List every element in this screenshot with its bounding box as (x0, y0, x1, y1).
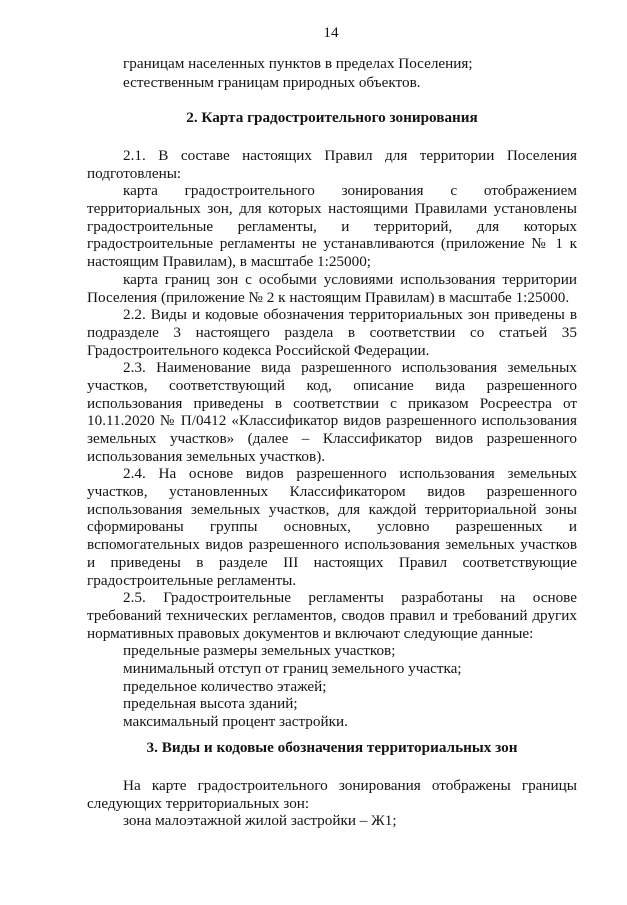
paragraph-zones-intro (87, 777, 577, 812)
section-2-body (87, 147, 577, 731)
paragraph-2-2 (87, 306, 577, 359)
text-line: настоящим Правилам), в масштабе 1:25000; (87, 253, 372, 271)
text-line: участков, установленных Классификатором видов разрешенного (87, 483, 577, 501)
text-line: карта градостроительного зонирования с отображением (123, 182, 577, 200)
text-line: территориальных зон, для которых настоящими Правилами установлены (87, 200, 577, 218)
text-line: использования приведены в соответствии с приказом Росреестра от (87, 394, 577, 412)
text-line: использования земельных участков, для каждой территориальной зоны (87, 500, 577, 518)
text-line: карта границ зон с особыми условиями использования территории (123, 270, 577, 288)
text-line: следующих территориальных зон: (87, 794, 310, 812)
list-item: минимальный отступ от границ земельного участка; (123, 659, 462, 677)
text-line: земельных участков» (далее – Классификатор видов разрешенного (87, 430, 577, 447)
text-line: градостроительные регламенты. (87, 571, 297, 589)
list-item: максимальный процент застройки. (123, 713, 348, 730)
paragraph-2-4 (87, 465, 577, 589)
text-line: требований технических регламентов, сводов правил и требований других (87, 606, 577, 624)
text-line: 2.3. Наименование вида разрешенного использования земельных (123, 359, 577, 377)
section-3-heading: 3. Виды и кодовые обозначения территориальных зон (146, 739, 518, 756)
text-line: 2.1. В составе настоящих Правил для территории Поселения (123, 147, 577, 164)
zone-list (87, 812, 577, 830)
text-line: использования земельных участков). (87, 447, 326, 465)
paragraph-2-3 (87, 359, 577, 465)
paragraph-special-zones-map (87, 271, 577, 306)
list-item: предельное количество этажей; (123, 677, 327, 695)
list-item: зона малоэтажной жилой застройки – Ж1; (123, 812, 397, 830)
list-item: предельная высота зданий; (123, 695, 298, 713)
text-line: Градостроительного кодекса Российской Федерации. (87, 341, 430, 359)
text-line: градостроительные регламенты, и территорий, для которых (87, 217, 577, 235)
text-line: 2.5. Градостроительные регламенты разработаны на основе (123, 589, 577, 607)
text-line: подготовлены: (87, 164, 182, 182)
requirements-list (87, 642, 577, 730)
page-number: 14 (323, 24, 339, 41)
section-3-body (87, 777, 577, 830)
text-line: градостроительные регламенты не устанавливаются (приложение № 1 к (87, 235, 577, 253)
text-line: 2.4. На основе видов разрешенного использования земельных (123, 465, 577, 483)
list-item: предельные размеры земельных участков; (123, 642, 396, 660)
intro-list (87, 54, 577, 92)
text-line: На карте градостроительного зонирования отображены границы (123, 777, 577, 794)
text-line: вспомогательных видов разрешенного использования земельных участков (87, 536, 577, 554)
text-line: нормативных правовых документов и включают следующие данные: (87, 624, 534, 642)
list-item: границам населенных пунктов в пределах Поселения; (123, 55, 473, 72)
section-2-heading: 2. Карта градостроительного зонирования (186, 109, 478, 126)
text-line: и приведены в разделе III настоящих Правил соответствующие (87, 553, 577, 571)
paragraph-2-1 (87, 147, 577, 182)
list-item: естественным границам природных объектов. (123, 74, 421, 91)
text-line: 2.2. Виды и кодовые обозначения территориальных зон приведены в (123, 306, 577, 324)
paragraph-zoning-map (87, 182, 577, 270)
text-line: сформированы группы основных, условно разрешенных и (87, 518, 577, 536)
paragraph-2-5 (87, 589, 577, 642)
text-line: подразделе 3 настоящего раздела в соответствии со статьей 35 (87, 323, 577, 341)
text-line: 10.11.2020 № П/0412 «Классификатор видов разрешенного использования (87, 412, 577, 430)
text-line: Поселения (приложение № 2 к настоящим Правилам) в масштабе 1:25000. (87, 288, 570, 306)
text-line: участков, соответствующий код, описание вида разрешенного (87, 376, 577, 394)
